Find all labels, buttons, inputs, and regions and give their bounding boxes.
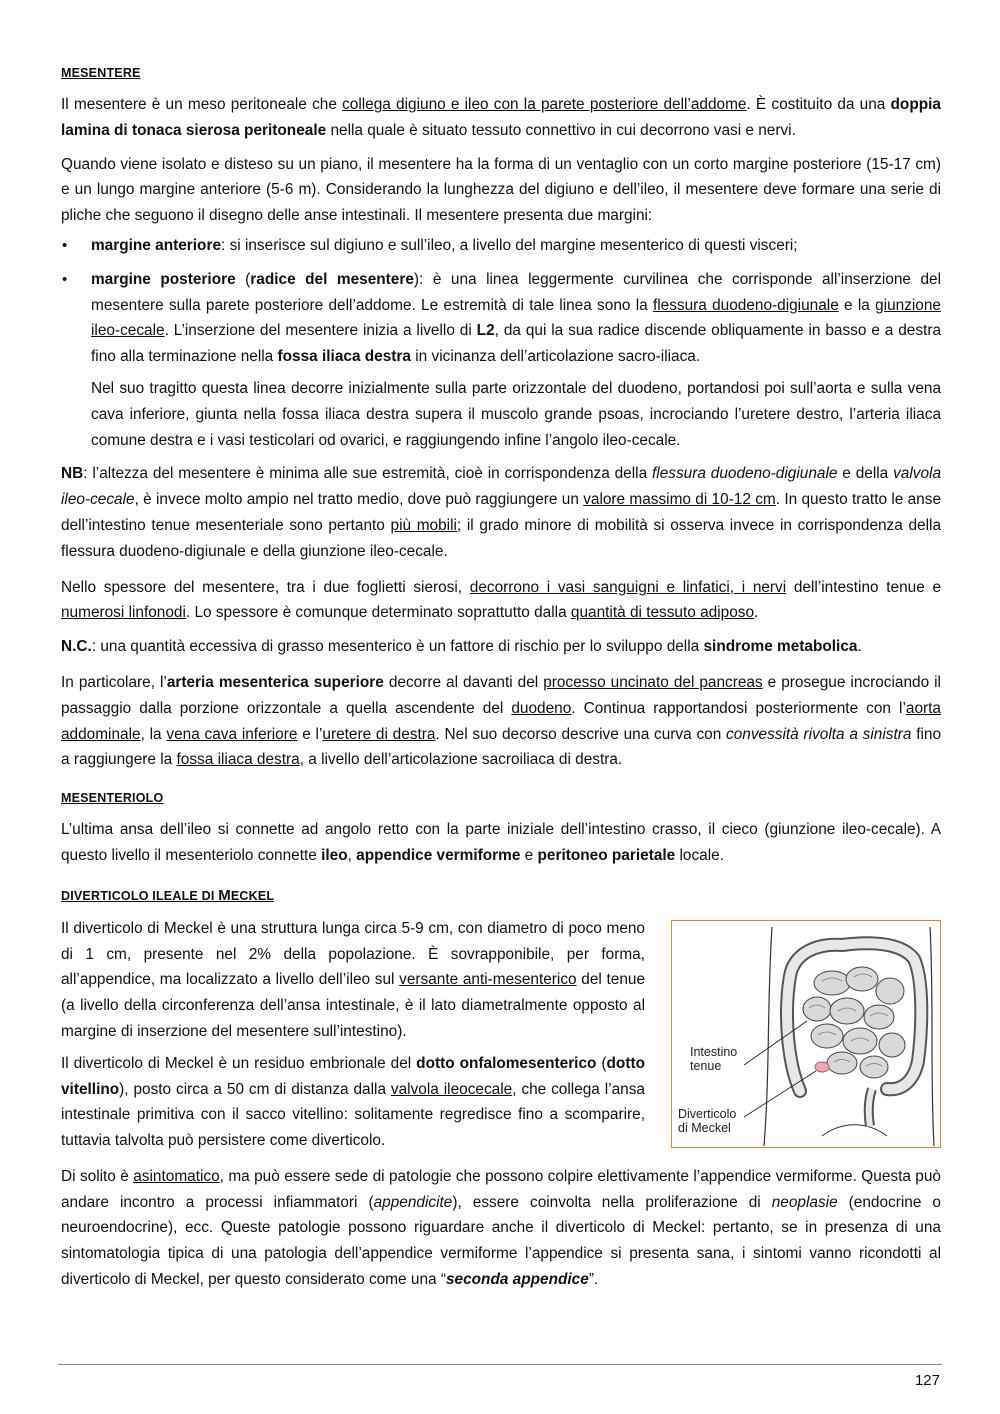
text-run: ( [596,1054,607,1072]
text-run: radice del mesentere [250,270,414,288]
text-run: asintomatico [133,1167,220,1185]
paragraph [61,152,941,229]
text-run: ), essere coinvolta nella proliferazione di [452,1193,772,1211]
figure-label-line: Diverticolo [678,1106,737,1121]
figure-label-line: di Meckel [678,1120,731,1135]
text-run: , che collega l’ansa intestinale primitiva con il sacco vitellino: solitamente regredisce fino a scomparire, tuttavia talvolta può persistere come diverticolo. [61,1080,645,1150]
text-run: : si inserisce sul digiuno e sull’ileo, a livello del margine mesenterico di questi visceri; [221,236,798,254]
heading-part: ECKEL [230,888,275,903]
text-run: fossa iliaca destra [277,348,411,366]
text-run: , è invece molto ampio nel tratto medio, dove può raggiungere un [134,491,584,509]
text-run: nella quale è situato tessuto connettivo in cui decorrono vasi e nervi. [326,121,796,139]
text-run: . Continua rapportandosi posteriormente con l’ [571,699,906,717]
text-run: vena cava inferiore [166,725,298,743]
text-run: Il diverticolo di Meckel è una struttura lunga circa 5-9 cm, con diametro di poco meno di 1 cm, presente nel 2% della popolazione. È sovrapponibile, per forma, all’appendice, ma localizzato a livello dell’ileo sul [61,919,645,989]
text-run: numerosi linfonodi [61,604,186,622]
text-run: arteria mesenterica superiore [166,673,384,691]
meckel-diverticulum-shape [815,1062,829,1072]
text-run: ; il grado minore di mobilità si osserva invece in corrispondenza della flessura duodeno-digiunale e della giunzione ileo-cecale. [61,516,941,560]
list-item [61,267,941,454]
text-run: . Lo spessore è comunque determinato soprattutto dalla [185,604,571,622]
text-run: margine anteriore [91,236,222,254]
text-run: ”. [588,1271,599,1289]
text-run: , la [140,725,167,743]
paragraph-nb [61,461,941,564]
text-run: Nello spessore del mesentere, tra i due foglietti sierosi, [61,578,470,596]
figure-label-line: tenue [690,1058,722,1073]
text-run: giunzione ileo-cecale [91,296,941,340]
text-run: . In questo tratto le anse dell’intestino tenue mesenteriale sono pertanto [61,491,941,534]
paragraph [61,670,941,773]
text-run: , [347,846,357,864]
margins-list [61,233,941,453]
paragraph-nc [61,634,941,660]
list-item-text [91,237,798,254]
text-run: , ma può essere sede di patologie che possono colpire elettivamente l’appendice vermiforme. Questa può andare incontro a processi infiammatori ( [61,1167,941,1211]
text-run: appendice vermiforme [356,846,521,864]
text-run: versante anti-mesenterico [399,971,577,989]
text-run: e della [837,465,894,483]
text-run: neoplasie [771,1193,838,1211]
text-run: decorrono i vasi sanguigni e linfatici, i nervi [469,578,787,596]
label-diverticolo-meckel [678,1107,736,1135]
text-run: flessura duodeno-digiunale [652,296,839,314]
text-run: valvola ileocecale [390,1080,513,1098]
text-run: uretere di destra [322,725,436,743]
text-run: quantità di tessuto adiposo [570,604,755,622]
text-run: aorta addominale [61,699,941,743]
text-run: sindrome metabolica [703,638,858,656]
text-run: Il diverticolo di Meckel è un residuo embrionale del [61,1054,417,1072]
text-run: N.C. [61,638,92,656]
text-run: fossa iliaca destra [176,751,300,769]
section-heading-meckel [61,887,941,904]
text-run: fino a raggiungere la [61,725,942,769]
text-run: dotto onfalomesenterico [416,1054,597,1072]
text-run: , da qui la sua radice discende obliquamente in basso e a destra fino alla terminazione nella [91,322,942,366]
footer-divider [58,1364,942,1365]
paragraph [61,1164,941,1293]
text-run: L2 [476,322,495,340]
label-intestino-tenue [690,1045,737,1073]
text-run: appendicite [373,1193,453,1211]
text-run: e la [838,296,876,314]
text-run: ileo [321,846,348,864]
text-run: : l’altezza del mesentere è minima alle sue estremità, cioè in corrispondenza della [83,465,653,483]
text-run: In particolare, l’ [61,673,167,691]
text-run: margine posteriore [91,270,236,288]
text-run: e prosegue incrociando il passaggio dalla porzione orizzontale a quella ascendente del [61,673,941,717]
text-run: più mobili [390,516,457,534]
text-run: L’ultima ansa dell’ileo si connette ad angolo retto con la parte iniziale dell’intestino crasso, il cieco (giunzione ileo-cecale). A questo livello il mesenteriolo connette [61,821,941,864]
text-run: collega digiuno e ileo con la parete posteriore dell’addome [342,96,747,113]
text-run: NB [61,465,84,483]
text-run: processo uncinato del pancreas [543,673,763,691]
text-run: ( [235,270,251,288]
text-run: valore massimo di 10-12 cm [583,491,776,509]
text-run: . [857,638,862,656]
text-run: Quando viene isolato e disteso su un piano, il mesentere ha la forma di un ventaglio con un corto margine posteriore (15-17 cm) e un lungo margine anteriore (5-6 m). Considerando la lunghezza del digiuno e dell’ileo, il mesentere deve formare una serie di pliche che seguono il disegno delle anse intestinali. Il mesentere presenta due margini: [61,155,941,225]
text-run: . Nel suo decorso descrive una curva con [435,725,727,743]
text-run: decorre al davanti del [383,673,544,691]
paragraph [91,376,941,453]
text-run: duodeno [511,699,572,717]
text-run: dell’intestino tenue e [786,578,942,596]
text-run: e l’ [297,725,323,743]
meckel-figure [671,920,941,1148]
text-run: e [520,846,538,864]
text-run: valvola ileo-cecale [61,465,942,509]
text-run: locale. [675,846,724,864]
text-run: flessura duodeno-digiunale [652,465,838,483]
heading-part: DIVERTICOLO ILEALE DI [61,888,219,903]
text-run: Il mesentere è un meso peritoneale che [61,96,343,113]
document-page [61,58,941,1301]
text-run: Nel suo tragitto questa linea decorre inizialmente sulla parte orizzontale del duodeno, portandosi poi sull’aorta e sulla vena cava inferiore, giunta nella fossa iliaca destra supera il muscolo grande psoas, incrociando l’uretere destro, l’arteria iliaca comune destra e i vasi testicolari od ovarici, e raggiungendo infine l’angolo ileo-cecale. [91,379,941,449]
paragraph [91,267,941,370]
text-run: . L’inserzione del mesentere inizia a livello di [164,322,477,340]
page-number: 127 [914,1372,940,1389]
figure-label-line: Intestino [690,1044,738,1059]
text-run: , a livello dell’articolazione sacroiliaca di destra. [299,751,623,769]
text-run: ), posto circa a 50 cm di distanza dalla [119,1080,391,1098]
text-run: Di solito è [61,1167,134,1185]
text-run: (endocrine o neuroendocrine), ecc. Queste patologie possono riguardare anche il diverticolo di Meckel: pertanto, se in presenza di una sintomatologia tipica di una patologia dell’appendice vermiforme l’appendice si presenta sana, i sintomi vanno ricondotti al diverticolo di Meckel, per questo considerato come una “ [61,1193,941,1289]
text-run: ): è una linea leggermente curvilinea che corrisponde all’inserzione del mesentere sulla parete posteriore dell’addome. Le estremità di tale linea sono la [91,270,941,314]
list-item [61,233,941,259]
paragraph [61,817,941,869]
text-run: . È costituito da una [746,96,891,113]
section-heading-mesenteriolo: MESENTERIOLO [61,791,164,806]
text-run: del tenue (a livello della circonferenza dell’ansa intestinale, è il lato diametralmente opposto al margine di inserzione del mesentere sull’intestino). [61,971,646,1040]
text-run: convessità rivolta a sinistra [726,725,912,743]
text-run: dotto vitellino [61,1054,645,1098]
section-heading-mesentere: MESENTERE [61,66,141,80]
text-run: peritoneo parietale [537,846,676,864]
text-run: doppia lamina di tonaca sierosa peritoneale [61,96,941,139]
text-run: . [754,604,759,622]
text-run: in vicinanza dell’articolazione sacro-iliaca. [410,348,701,366]
text-run: : una quantità eccessiva di grasso mesenterico è un fattore di rischio per lo sviluppo della [91,638,704,656]
text-run: seconda appendice [445,1271,589,1289]
heading-part: M [218,886,231,904]
paragraph [61,92,941,144]
paragraph [61,575,941,627]
